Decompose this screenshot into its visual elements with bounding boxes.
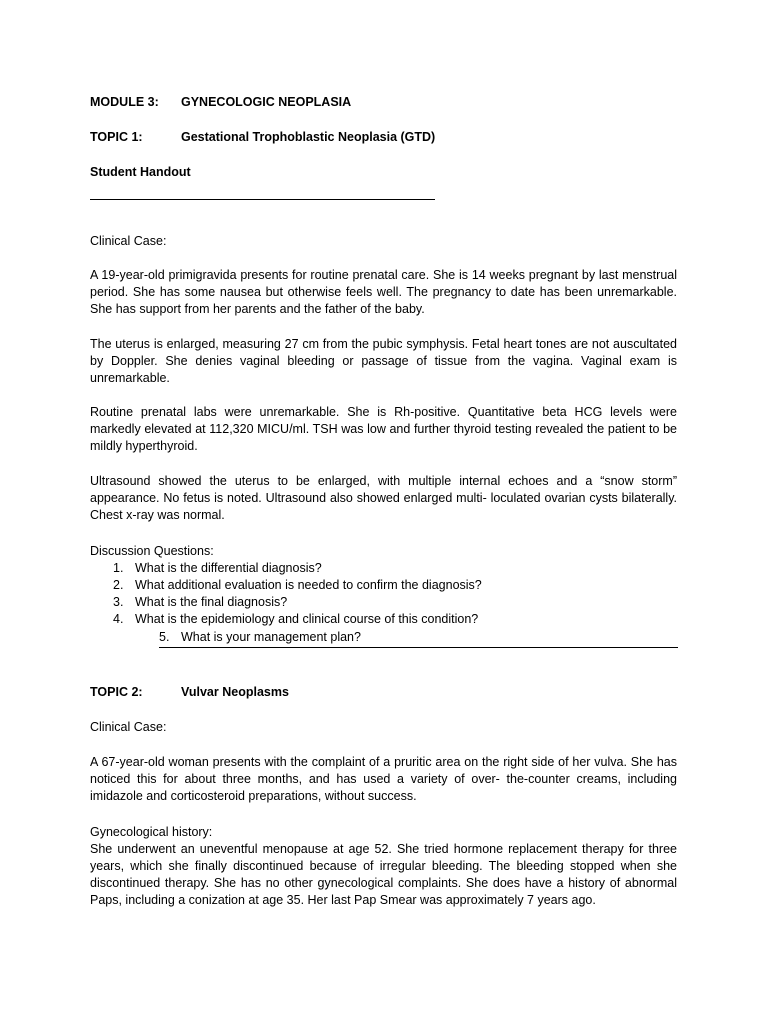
case1-heading: Clinical Case: xyxy=(90,234,167,248)
discussion-heading: Discussion Questions: xyxy=(90,544,214,558)
module-title: GYNECOLOGIC NEOPLASIA xyxy=(181,95,352,109)
case2-paragraph: A 67-year-old woman presents with the complaint of a pruritic area on the right side of her vulva. She has noticed this for about three months, and has used a variety of over- the-counter creams, including imidazole and corticosteroid preparations, without success. xyxy=(90,755,677,803)
case1-paragraph-1: A 19-year-old primigravida presents for routine prenatal care. She is 14 weeks pregnant by last menstrual period. She has some nausea but otherwise feels well. The pregnancy to date has been unremarkable. She has support from her parents and the father of the baby. xyxy=(90,268,677,316)
handout-divider xyxy=(90,199,435,200)
topic2-label: TOPIC 2: xyxy=(90,685,143,699)
topic2-title: Vulvar Neoplasms xyxy=(181,685,289,699)
question-text: What is the epidemiology and clinical course of this condition? xyxy=(135,612,479,626)
case2-heading: Clinical Case: xyxy=(90,720,167,734)
discussion-divider xyxy=(159,647,678,648)
case1-paragraph-4: Ultrasound showed the uterus to be enlarged, with multiple internal echoes and a “snow storm” appearance. No fetus is noted. Ultrasound also showed enlarged multi- loculated ovarian cysts bilaterally. Chest x-ray was normal. xyxy=(90,474,677,522)
question-item-2 xyxy=(113,577,482,594)
question-number: 5. xyxy=(159,630,170,644)
question-number: 2. xyxy=(113,578,124,592)
question-number: 3. xyxy=(113,595,124,609)
handout-label: Student Handout xyxy=(90,165,191,179)
topic1-title: Gestational Trophoblastic Neoplasia (GTD) xyxy=(181,130,436,144)
question-item-5 xyxy=(159,629,361,646)
case1-paragraph-2: The uterus is enlarged, measuring 27 cm from the pubic symphysis. Fetal heart tones are not auscultated by Doppler. She denies vaginal bleeding or passage of tissue from the vagina. Vaginal exam is unremarkable. xyxy=(90,337,677,385)
question-text: What is the final diagnosis? xyxy=(135,595,288,609)
question-item-1 xyxy=(113,560,322,577)
case1-paragraph-3: Routine prenatal labs were unremarkable. She is Rh-positive. Quantitative beta HCG levels were markedly elevated at 112,320 MICU/ml. TSH was low and further thyroid testing revealed the patient to be mildly hyperthyroid. xyxy=(90,405,677,453)
gyn-history-paragraph: She underwent an uneventful menopause at age 52. She tried hormone replacement therapy for three years, which she finally discontinued because of irregular bleeding. The bleeding stopped when she discontinued therapy. She has no other gynecological complaints. She does have a history of abnormal Paps, including a conization at age 35. Her last Pap Smear was approximately 7 years ago. xyxy=(90,842,677,907)
module-label: MODULE 3: xyxy=(90,95,159,109)
question-item-4 xyxy=(113,611,478,628)
question-number: 4. xyxy=(113,612,124,626)
question-text: What is the differential diagnosis? xyxy=(135,561,322,575)
question-text: What additional evaluation is needed to confirm the diagnosis? xyxy=(135,578,482,592)
question-number: 1. xyxy=(113,561,124,575)
question-item-3 xyxy=(113,594,287,611)
gyn-history-heading: Gynecological history: xyxy=(90,825,213,839)
question-text: What is your management plan? xyxy=(181,630,361,644)
topic1-label: TOPIC 1: xyxy=(90,130,143,144)
